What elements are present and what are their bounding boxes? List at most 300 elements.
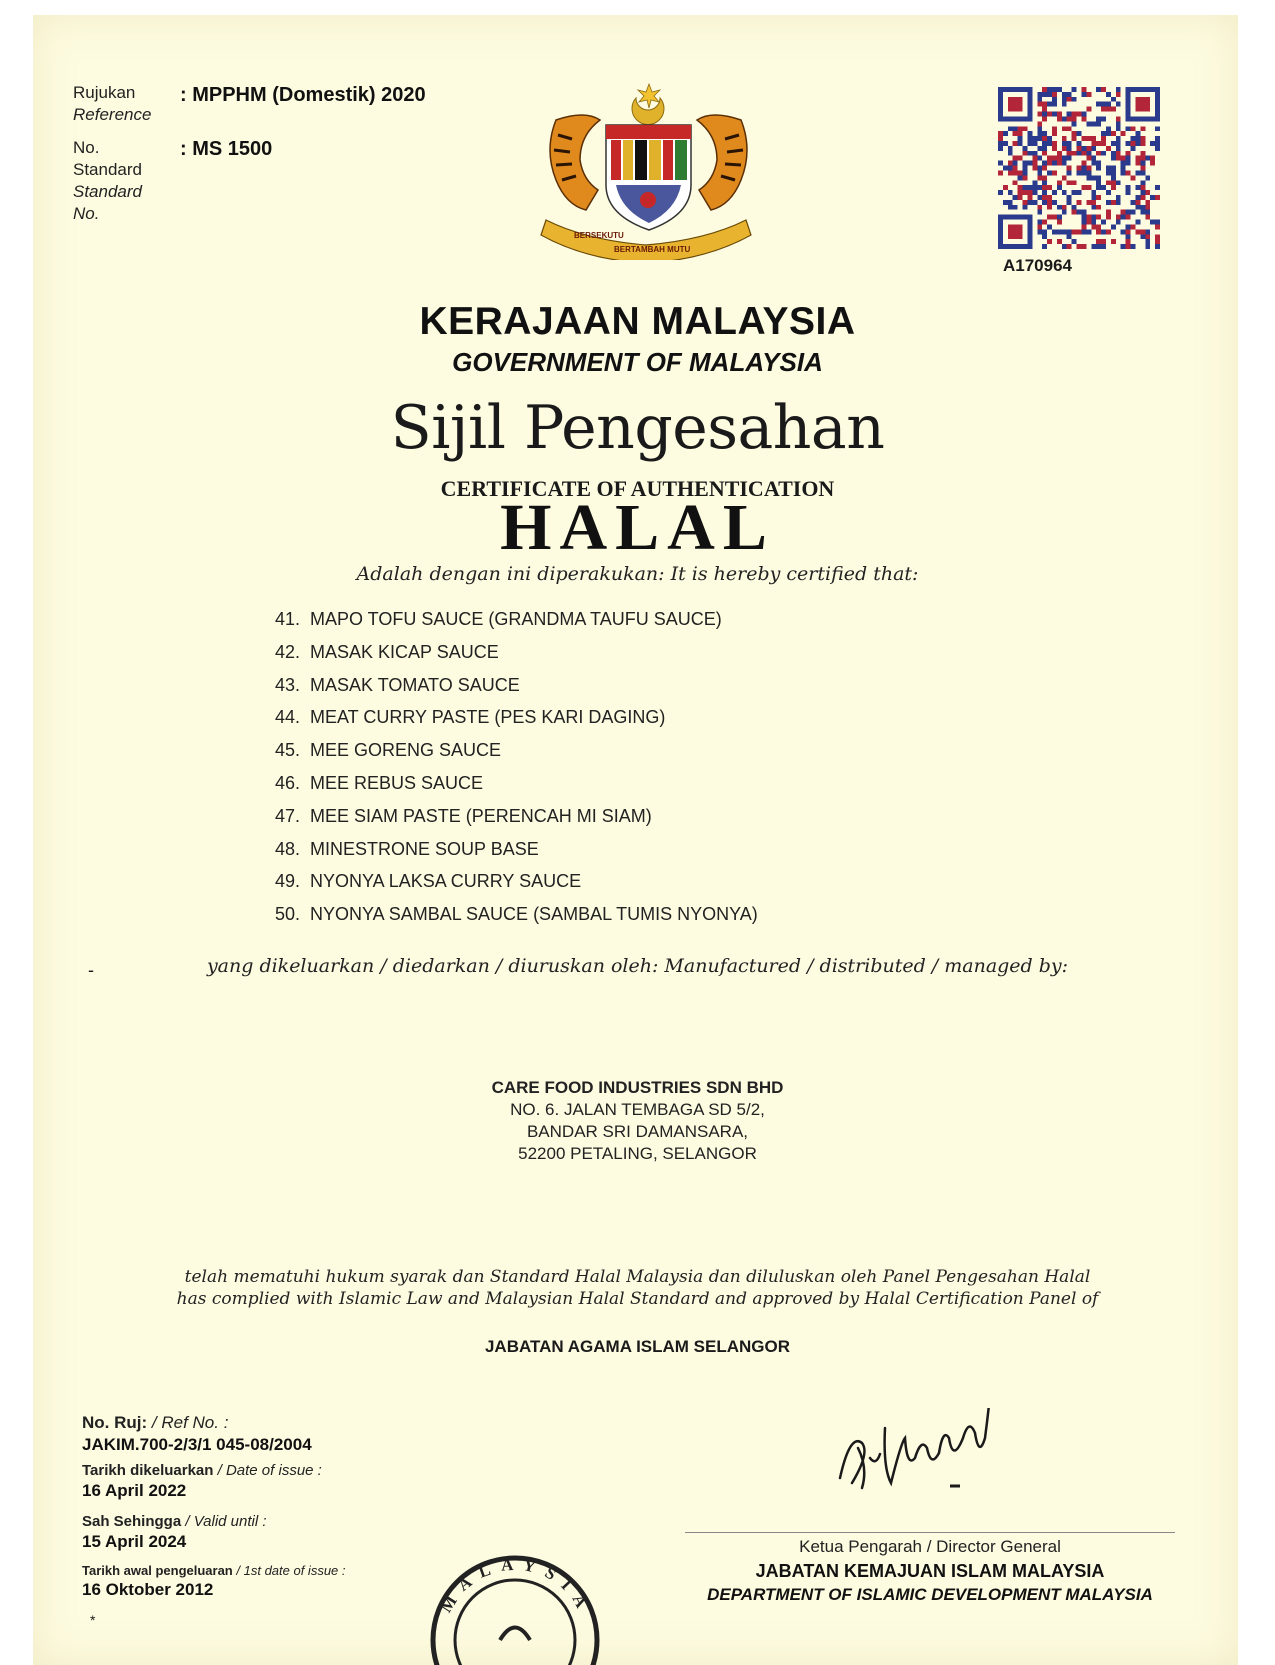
qr-module bbox=[1116, 102, 1121, 107]
qr-module bbox=[1072, 210, 1077, 215]
qr-module bbox=[1008, 166, 1013, 171]
qr-module bbox=[1067, 126, 1072, 131]
qr-module bbox=[1106, 170, 1111, 175]
qr-module bbox=[1106, 180, 1111, 185]
qr-module bbox=[1081, 170, 1086, 175]
qr-module bbox=[1047, 215, 1052, 220]
qr-module bbox=[1037, 112, 1042, 117]
qr-module bbox=[1145, 205, 1150, 210]
qr-module bbox=[998, 136, 1003, 141]
qr-module bbox=[1135, 131, 1140, 136]
qr-module bbox=[1013, 205, 1018, 210]
qr-module bbox=[1096, 102, 1101, 107]
qr-module bbox=[1145, 175, 1150, 180]
qr-module bbox=[1013, 156, 1018, 161]
qr-module bbox=[1145, 215, 1150, 220]
qr-module bbox=[1062, 175, 1067, 180]
item-number: 43. bbox=[274, 674, 300, 695]
qr-module bbox=[1018, 195, 1023, 200]
qr-module bbox=[1096, 205, 1101, 210]
qr-module bbox=[1052, 126, 1057, 131]
signature-image bbox=[830, 1408, 1050, 1498]
qr-module bbox=[1042, 185, 1047, 190]
qr-module bbox=[1013, 131, 1018, 136]
qr-module bbox=[1072, 190, 1077, 195]
qr-module bbox=[1111, 166, 1116, 171]
qr-module bbox=[1121, 166, 1126, 171]
qr-module bbox=[1155, 239, 1160, 244]
qr-module bbox=[1126, 151, 1131, 156]
qr-module bbox=[1131, 224, 1136, 229]
qr-module bbox=[1081, 185, 1086, 190]
qr-module bbox=[1091, 200, 1096, 205]
qr-module bbox=[1126, 215, 1131, 220]
qr-module bbox=[1081, 220, 1086, 225]
qr-module bbox=[1155, 185, 1160, 190]
qr-module bbox=[1042, 116, 1047, 121]
qr-module bbox=[1086, 200, 1091, 205]
halal-seal-logo bbox=[425, 1545, 605, 1665]
list-item bbox=[256, 838, 758, 871]
qr-module bbox=[1047, 102, 1052, 107]
qr-module bbox=[1003, 166, 1008, 171]
qr-module bbox=[1018, 131, 1023, 136]
qr-module bbox=[1140, 170, 1145, 175]
qr-module bbox=[1027, 161, 1032, 166]
qr-module bbox=[1145, 156, 1150, 161]
qr-module bbox=[1067, 200, 1072, 205]
qr-module bbox=[1032, 166, 1037, 171]
qr-module bbox=[1047, 200, 1052, 205]
qr-module bbox=[1126, 229, 1131, 234]
qr-module bbox=[1023, 126, 1028, 131]
qr-module bbox=[1042, 131, 1047, 136]
qr-module bbox=[1052, 92, 1057, 97]
qr-module bbox=[1067, 170, 1072, 175]
qr-module bbox=[1072, 121, 1077, 126]
qr-module bbox=[1013, 126, 1018, 131]
qr-module bbox=[1037, 195, 1042, 200]
qr-module bbox=[1091, 220, 1096, 225]
qr-module bbox=[1081, 210, 1086, 215]
reference-label-ms: Rujukan bbox=[73, 83, 136, 102]
qr-module bbox=[1081, 116, 1086, 121]
qr-module bbox=[1032, 151, 1037, 156]
qr-module bbox=[1047, 136, 1052, 141]
qr-module bbox=[1052, 102, 1057, 107]
qr-module bbox=[1116, 87, 1121, 92]
qr-module bbox=[1081, 92, 1086, 97]
qr-module bbox=[1081, 229, 1086, 234]
qr-module bbox=[1042, 244, 1047, 249]
list-item bbox=[256, 805, 758, 838]
qr-module bbox=[1140, 180, 1145, 185]
qr-module bbox=[1131, 244, 1136, 249]
qr-module bbox=[1135, 136, 1140, 141]
qr-module bbox=[1072, 136, 1077, 141]
qr-module bbox=[1023, 205, 1028, 210]
qr-module bbox=[1126, 224, 1131, 229]
qr-module bbox=[1086, 107, 1091, 112]
qr-module bbox=[1023, 175, 1028, 180]
qr-module bbox=[1047, 224, 1052, 229]
qr-module bbox=[1096, 175, 1101, 180]
qr-module bbox=[1057, 185, 1062, 190]
item-name: MEE SIAM PASTE (PERENCAH MI SIAM) bbox=[310, 805, 652, 826]
qr-module bbox=[1116, 92, 1121, 97]
qr-module bbox=[1062, 92, 1067, 97]
qr-module bbox=[1150, 156, 1155, 161]
valid-until-block bbox=[82, 1513, 267, 1552]
qr-module bbox=[1027, 195, 1032, 200]
qr-module bbox=[1047, 170, 1052, 175]
government-title-ms: KERAJAAN MALAYSIA bbox=[419, 300, 856, 343]
qr-module bbox=[1086, 136, 1091, 141]
qr-module bbox=[1150, 161, 1155, 166]
qr-module bbox=[1096, 116, 1101, 121]
qr-module bbox=[1027, 200, 1032, 205]
qr-module bbox=[1101, 244, 1106, 249]
first-issue-label-ms: Tarikh awal pengeluaran bbox=[82, 1563, 233, 1578]
qr-module bbox=[1135, 161, 1140, 166]
qr-module bbox=[1008, 190, 1013, 195]
qr-module bbox=[1018, 136, 1023, 141]
qr-module bbox=[1037, 170, 1042, 175]
qr-module bbox=[1145, 234, 1150, 239]
svg-text:MALAYSIA bbox=[436, 1555, 595, 1620]
qr-module bbox=[1062, 210, 1067, 215]
qr-module bbox=[1101, 141, 1106, 146]
qr-module bbox=[1052, 200, 1057, 205]
item-number: 50. bbox=[274, 904, 300, 925]
qr-module bbox=[1037, 126, 1042, 131]
qr-module bbox=[1116, 126, 1121, 131]
qr-module bbox=[1111, 170, 1116, 175]
qr-module bbox=[1077, 131, 1082, 136]
qr-module bbox=[1155, 234, 1160, 239]
qr-module bbox=[1091, 156, 1096, 161]
qr-module bbox=[1126, 185, 1131, 190]
ref-no-label-en: / Ref No. : bbox=[151, 1413, 229, 1432]
qr-module bbox=[998, 146, 1003, 151]
qr-module bbox=[1121, 215, 1126, 220]
qr-module bbox=[1096, 185, 1101, 190]
qr-module bbox=[1096, 215, 1101, 220]
qr-module bbox=[1042, 166, 1047, 171]
qr-module bbox=[1131, 175, 1136, 180]
qr-module bbox=[1140, 156, 1145, 161]
manufactured-by-statement: yang dikeluarkan / diedarkan / diuruskan oleh: Manufactured / distributed / managed by: bbox=[206, 955, 1069, 977]
qr-module bbox=[1096, 87, 1101, 92]
qr-module bbox=[1101, 151, 1106, 156]
qr-module bbox=[1126, 244, 1131, 249]
qr-module bbox=[1126, 126, 1131, 131]
qr-module bbox=[1072, 151, 1077, 156]
list-item bbox=[256, 674, 758, 707]
qr-module bbox=[1057, 116, 1062, 121]
qr-module bbox=[1091, 175, 1096, 180]
standard-value: : MS 1500 bbox=[180, 138, 273, 160]
crest-motto-left: BERSEKUTU bbox=[574, 231, 624, 240]
qr-module bbox=[1140, 234, 1145, 239]
qr-module bbox=[1023, 151, 1028, 156]
list-item bbox=[256, 706, 758, 739]
qr-module bbox=[1042, 234, 1047, 239]
qr-module bbox=[1135, 195, 1140, 200]
qr-module bbox=[1067, 146, 1072, 151]
crest-motto-center: BERTAMBAH MUTU bbox=[614, 245, 691, 254]
qr-module bbox=[1062, 205, 1067, 210]
qr-module bbox=[1027, 131, 1032, 136]
qr-module bbox=[1096, 141, 1101, 146]
qr-module bbox=[1096, 195, 1101, 200]
qr-module bbox=[1140, 195, 1145, 200]
qr-module bbox=[1023, 190, 1028, 195]
qr-module bbox=[1096, 244, 1101, 249]
qr-module bbox=[1032, 185, 1037, 190]
qr-module bbox=[1067, 112, 1072, 117]
qr-module bbox=[1086, 146, 1091, 151]
qr-module bbox=[1140, 185, 1145, 190]
qr-module bbox=[1042, 136, 1047, 141]
qr-module bbox=[1072, 116, 1077, 121]
qr-module bbox=[1081, 166, 1086, 171]
qr-module bbox=[1121, 229, 1126, 234]
list-item bbox=[256, 641, 758, 674]
company-address-line: NO. 6. JALAN TEMBAGA SD 5/2, bbox=[510, 1100, 765, 1119]
qr-module bbox=[1091, 244, 1096, 249]
reference-label bbox=[73, 82, 151, 126]
qr-module bbox=[1037, 185, 1042, 190]
halal-title: HALAL bbox=[500, 491, 775, 564]
qr-module bbox=[1111, 107, 1116, 112]
qr-module bbox=[1111, 200, 1116, 205]
government-title-en: GOVERNMENT OF MALAYSIA bbox=[452, 347, 823, 377]
company-block bbox=[0, 1077, 1275, 1165]
qr-module bbox=[1121, 161, 1126, 166]
qr-module bbox=[1121, 170, 1126, 175]
qr-module bbox=[1067, 166, 1072, 171]
item-name: MEE GORENG SAUCE bbox=[310, 740, 502, 761]
qr-module bbox=[1018, 185, 1023, 190]
qr-module bbox=[1086, 220, 1091, 225]
qr-module bbox=[1062, 126, 1067, 131]
qr-module bbox=[1096, 180, 1101, 185]
qr-module bbox=[1042, 161, 1047, 166]
qr-module bbox=[1101, 87, 1106, 92]
qr-module bbox=[1096, 161, 1101, 166]
qr-module bbox=[1067, 92, 1072, 97]
qr-module bbox=[1023, 161, 1028, 166]
qr-module bbox=[1047, 185, 1052, 190]
standard-label bbox=[73, 137, 142, 225]
qr-module bbox=[1018, 175, 1023, 180]
qr-module bbox=[1013, 170, 1018, 175]
qr-module bbox=[1018, 190, 1023, 195]
qr-module bbox=[1121, 131, 1126, 136]
qr-module bbox=[1067, 116, 1072, 121]
reference-label-en: Reference bbox=[73, 105, 152, 124]
qr-module bbox=[1003, 131, 1008, 136]
qr-module bbox=[1057, 151, 1062, 156]
qr-module bbox=[1027, 141, 1032, 146]
qr-module bbox=[1116, 220, 1121, 225]
qr-module bbox=[1067, 156, 1072, 161]
qr-module bbox=[1042, 190, 1047, 195]
qr-module bbox=[1116, 121, 1121, 126]
qr-module bbox=[1135, 205, 1140, 210]
qr-module bbox=[1145, 244, 1150, 249]
qr-module bbox=[1047, 92, 1052, 97]
qr-module bbox=[1037, 131, 1042, 136]
qr-module bbox=[1077, 141, 1082, 146]
qr-module bbox=[1052, 146, 1057, 151]
qr-module bbox=[1057, 161, 1062, 166]
qr-module bbox=[1155, 220, 1160, 225]
reference-value: : MPPHM (Domestik) 2020 bbox=[180, 84, 426, 106]
qr-module bbox=[1106, 215, 1111, 220]
qr-module bbox=[1111, 131, 1116, 136]
qr-module bbox=[1091, 224, 1096, 229]
qr-module bbox=[1116, 136, 1121, 141]
qr-module bbox=[1135, 156, 1140, 161]
qr-module bbox=[1135, 229, 1140, 234]
qr-module bbox=[1067, 229, 1072, 234]
qr-module bbox=[1111, 156, 1116, 161]
qr-module bbox=[1106, 210, 1111, 215]
qr-module bbox=[1042, 87, 1047, 92]
qr-module bbox=[1101, 116, 1106, 121]
qr-module bbox=[1003, 141, 1008, 146]
seal-text: MALAYSIA bbox=[436, 1554, 596, 1620]
list-item bbox=[256, 870, 758, 903]
qr-module bbox=[1081, 136, 1086, 141]
qr-module bbox=[1096, 166, 1101, 171]
qr-module bbox=[1052, 190, 1057, 195]
qr-module bbox=[1023, 200, 1028, 205]
qr-module bbox=[1140, 126, 1145, 131]
qr-module bbox=[1131, 210, 1136, 215]
qr-module bbox=[1155, 126, 1160, 131]
qr-module bbox=[1155, 136, 1160, 141]
qr-module bbox=[1145, 190, 1150, 195]
qr-module bbox=[1013, 161, 1018, 166]
qr-module bbox=[1111, 175, 1116, 180]
qr-module bbox=[1062, 244, 1067, 249]
qr-module bbox=[1086, 92, 1091, 97]
qr-module bbox=[998, 161, 1003, 166]
qr-module bbox=[1081, 244, 1086, 249]
qr-module bbox=[1131, 141, 1136, 146]
qr-module bbox=[1106, 229, 1111, 234]
list-item bbox=[256, 608, 758, 641]
qr-module bbox=[1062, 161, 1067, 166]
item-number: 49. bbox=[274, 871, 300, 892]
qr-module bbox=[1106, 200, 1111, 205]
qr-module bbox=[1086, 185, 1091, 190]
qr-module bbox=[1032, 180, 1037, 185]
qr-module bbox=[1062, 156, 1067, 161]
qr-module bbox=[1091, 141, 1096, 146]
qr-module bbox=[1047, 87, 1052, 92]
qr-module bbox=[1047, 239, 1052, 244]
qr-module bbox=[1042, 146, 1047, 151]
qr-module bbox=[1037, 229, 1042, 234]
qr-module bbox=[1116, 200, 1121, 205]
qr-module bbox=[1106, 92, 1111, 97]
qr-module bbox=[1032, 136, 1037, 141]
qr-module bbox=[1072, 205, 1077, 210]
qr-module bbox=[1155, 146, 1160, 151]
qr-module bbox=[1077, 112, 1082, 117]
first-issue-value: 16 Oktober 2012 bbox=[82, 1580, 214, 1599]
qr-module bbox=[1013, 180, 1018, 185]
qr-module bbox=[1131, 146, 1136, 151]
qr-module bbox=[1027, 190, 1032, 195]
certificate-title-ms: Sijil Pengesahan bbox=[390, 393, 885, 463]
qr-module bbox=[1072, 239, 1077, 244]
qr-module bbox=[1067, 244, 1072, 249]
qr-module bbox=[1008, 205, 1013, 210]
qr-module bbox=[1077, 146, 1082, 151]
qr-module bbox=[1057, 205, 1062, 210]
qr-module bbox=[1047, 195, 1052, 200]
valid-until-label-ms: Sah Sehingga bbox=[82, 1513, 182, 1530]
qr-module bbox=[1096, 151, 1101, 156]
qr-module bbox=[1150, 195, 1155, 200]
qr-module bbox=[1091, 161, 1096, 166]
qr-module bbox=[1023, 170, 1028, 175]
qr-module bbox=[1091, 195, 1096, 200]
qr-module bbox=[1116, 156, 1121, 161]
qr-module bbox=[1052, 87, 1057, 92]
compliance-statement-ms: telah mematuhi hukum syarak dan Standard Halal Malaysia dan diluluskan oleh Panel Pengesahan Halal bbox=[184, 1267, 1091, 1287]
qr-module bbox=[1091, 146, 1096, 151]
qr-module bbox=[1140, 166, 1145, 171]
first-issue-label-en: / 1st date of issue : bbox=[236, 1563, 346, 1578]
qr-module bbox=[1062, 116, 1067, 121]
qr-module bbox=[1037, 205, 1042, 210]
qr-module bbox=[1023, 185, 1028, 190]
qr-module bbox=[1131, 136, 1136, 141]
qr-module bbox=[1077, 229, 1082, 234]
item-name: NYONYA SAMBAL SAUCE (SAMBAL TUMIS NYONYA) bbox=[310, 904, 758, 925]
item-number: 41. bbox=[274, 609, 300, 629]
qr-module bbox=[1126, 141, 1131, 146]
qr-module bbox=[1008, 146, 1013, 151]
qr-module bbox=[1008, 151, 1013, 156]
item-number: 46. bbox=[274, 772, 300, 793]
qr-module bbox=[1140, 161, 1145, 166]
item-name: NYONYA LAKSA CURRY SAUCE bbox=[310, 871, 582, 892]
qr-module bbox=[1101, 239, 1106, 244]
qr-module bbox=[1057, 87, 1062, 92]
footnote-star: * bbox=[90, 1612, 96, 1628]
item-name: MEAT CURRY PASTE (PES KARI DAGING) bbox=[310, 707, 666, 728]
company-address-line: BANDAR SRI DAMANSARA, bbox=[526, 1122, 749, 1141]
qr-module bbox=[1032, 200, 1037, 205]
qr-module bbox=[1140, 151, 1145, 156]
qr-module bbox=[1052, 161, 1057, 166]
qr-module bbox=[1052, 229, 1057, 234]
qr-module bbox=[1062, 229, 1067, 234]
qr-module bbox=[1042, 200, 1047, 205]
qr-module bbox=[1111, 180, 1116, 185]
qr-module bbox=[1072, 87, 1077, 92]
qr-module bbox=[1008, 161, 1013, 166]
qr-module bbox=[1057, 229, 1062, 234]
qr-module bbox=[1091, 215, 1096, 220]
